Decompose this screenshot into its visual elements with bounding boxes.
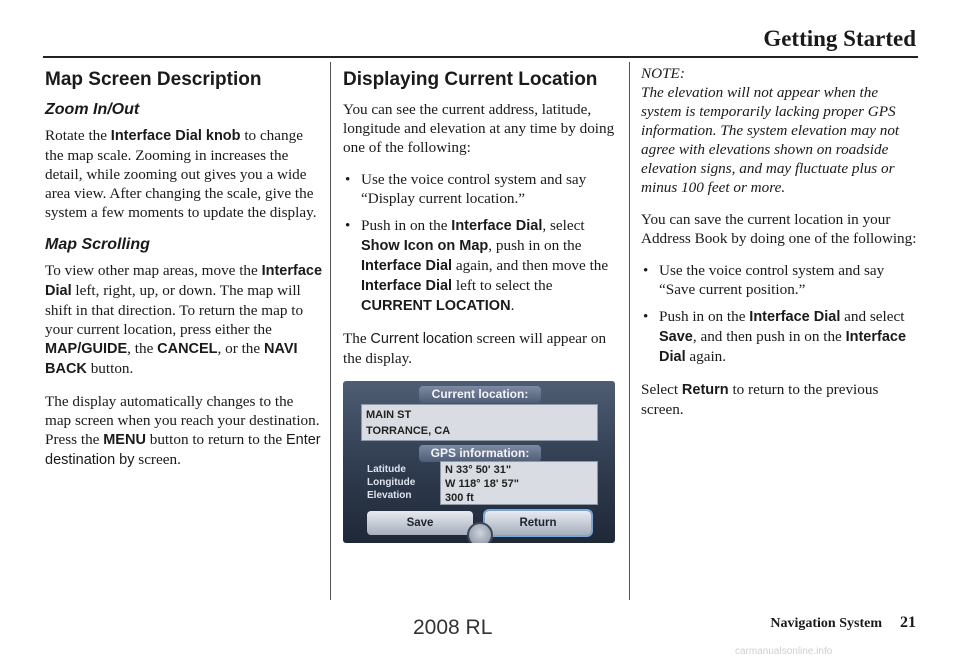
column-2	[343, 64, 618, 543]
column-1	[45, 64, 323, 483]
return-button[interactable]: Return	[485, 511, 591, 535]
note-text: The elevation will not appear when the system is temporarily lacking proper GPS information. The system elevation may not agree with elevations shown on roadside elevation signs, and may fluctuate plus or minus 100 feet or more.	[641, 84, 900, 196]
page-number: 21	[900, 614, 916, 631]
latitude-value: N 33° 50' 31"	[445, 464, 512, 476]
list-item: • Push in on the Interface Dial, select Show Icon on Map, push in on the Interface Dial again, and then move the Interface Dial left to select the CURRENT LOCATION.	[343, 216, 618, 316]
paragraph-screen-appears: The Current location screen will appear on the display.	[343, 330, 607, 367]
site-watermark: carmanualsonline.info	[735, 646, 833, 657]
longitude-value: W 118° 18' 57"	[445, 478, 519, 490]
paragraph-return: Select Return to return to the previous screen.	[641, 381, 879, 418]
gps-values-box	[440, 461, 598, 505]
subheading-scrolling: Map Scrolling	[45, 236, 150, 253]
address-box	[361, 404, 598, 441]
page-header-title: Getting Started	[763, 26, 916, 51]
gps-info-heading: GPS information:	[419, 445, 541, 462]
address-line-city: TORRANCE, CA	[366, 425, 451, 437]
elevation-label: Elevation	[367, 490, 412, 501]
list-display-methods	[343, 170, 618, 316]
section-heading-map-screen: Map Screen Description	[45, 69, 262, 90]
save-button[interactable]: Save	[367, 511, 473, 535]
paragraph-scrolling: To view other map areas, move the Interface Dial left, right, up, or down. The map will shift in that direction. To return the map to your current location, press either the MAP/GUIDE, the CANCEL, or the NAVI BACK button.	[45, 262, 323, 377]
column-divider-2	[629, 62, 630, 600]
model-watermark: 2008 RL	[413, 616, 493, 639]
latitude-label: Latitude	[367, 464, 406, 475]
paragraph-auto-change: The display automatically changes to the map screen when you reach your destination. Press the MENU button to return to the Enter destination by screen.	[45, 393, 321, 468]
current-location-screen	[343, 381, 615, 543]
note-label: NOTE:	[641, 65, 685, 82]
paragraph-current-location-intro: You can see the current address, latitude, longitude and elevation at any time by doing one of the following:	[343, 101, 615, 156]
screen-title: Current location:	[419, 386, 541, 403]
list-save-methods	[641, 261, 921, 367]
longitude-label: Longitude	[367, 477, 416, 488]
footer-title: Navigation System	[770, 616, 882, 631]
paragraph-save-intro: You can save the current location in your Address Book by doing one of the following:	[641, 211, 917, 247]
header-rule	[43, 56, 918, 58]
interface-dial-icon	[467, 522, 493, 543]
gps-labels	[367, 463, 415, 502]
list-item: • Use the voice control system and say “Display current location.”	[343, 170, 618, 208]
section-heading-current-location: Displaying Current Location	[343, 69, 598, 90]
subheading-zoom: Zoom In/Out	[45, 101, 140, 118]
elevation-value: 300 ft	[445, 492, 474, 504]
paragraph-zoom: Rotate the Interface Dial knob to change the map scale. Zooming in increases the detail, while zooming out gives you a wide area view. After changing the scale, give the system a few moments to update the display.	[45, 127, 317, 221]
column-3	[641, 64, 921, 432]
list-item: • Use the voice control system and say “Save current position.”	[641, 261, 921, 299]
note-block	[641, 64, 921, 197]
address-line-street: MAIN ST	[366, 409, 412, 421]
column-divider-1	[330, 62, 331, 600]
list-item: • Push in on the Interface Dial and select Save, and then push in on the Interface Dial again.	[641, 307, 921, 367]
